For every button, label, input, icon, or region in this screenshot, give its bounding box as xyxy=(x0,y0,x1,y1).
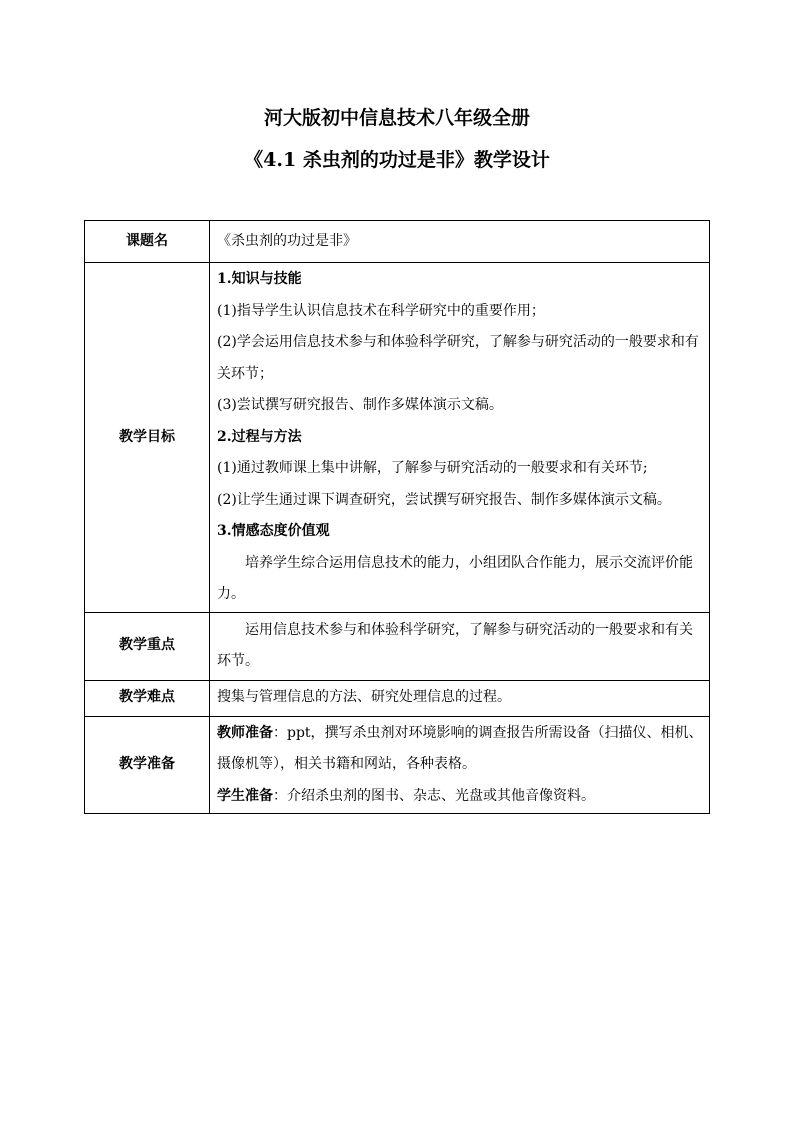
objective-knowledge-item: (1)指导学生认识信息技术在科学研究中的重要作用； xyxy=(217,302,545,319)
table-row-objectives xyxy=(85,263,710,613)
student-preparation xyxy=(217,781,703,813)
difficulties-text: 搜集与管理信息的方法、研究处理信息的过程。 xyxy=(210,680,710,716)
difficulties-label: 教学难点 xyxy=(85,680,210,716)
document-title: 河大版初中信息技术八年级全册 xyxy=(263,107,530,129)
preparation-label: 教学准备 xyxy=(85,716,210,814)
lesson-plan-table xyxy=(84,220,710,814)
key-points-label: 教学重点 xyxy=(85,612,210,680)
objective-knowledge-item: (3)尝试撰写研究报告、制作多媒体演示文稿。 xyxy=(217,397,503,413)
objective-process-item: (2)让学生通过课下调查研究，尝试撰写研究报告、制作多媒体演示文稿。 xyxy=(217,491,671,508)
teacher-preparation-tag: 教师准备 xyxy=(217,724,273,741)
objective-attitude-title: 3.情感态度价值观 xyxy=(217,523,330,539)
objective-process-item: (1)通过教师课上集中讲解，了解参与研究活动的一般要求和有关环节; xyxy=(217,460,648,476)
table-row-topic xyxy=(85,221,710,263)
student-preparation-text: ：介绍杀虫剂的图书、杂志、光盘或其他音像资料。 xyxy=(273,787,595,804)
teacher-preparation-text: ：ppt，撰写杀虫剂对环境影响的调查报告所需设备（扫描仪、相机、摄像机等），相关书籍和网站，各种表格。 xyxy=(217,724,703,772)
key-points-text: 运用信息技术参与和体验科学研究，了解参与研究活动的一般要求和有关环节。 xyxy=(217,621,693,669)
document-subtitle: 《4.1 杀虫剂的功过是非》教学设计 xyxy=(244,149,550,171)
student-preparation-tag: 学生准备 xyxy=(217,787,273,804)
objectives-label: 教学目标 xyxy=(85,263,210,613)
objectives-content xyxy=(210,263,710,613)
table-row-difficulties xyxy=(85,680,710,716)
objective-attitude-text: 培养学生综合运用信息技术的能力，小组团队合作能力，展示交流评价能力。 xyxy=(217,554,693,602)
table-row-key-points xyxy=(85,612,710,680)
key-points-content xyxy=(210,612,710,680)
objective-knowledge-title: 1.知识与技能 xyxy=(217,271,302,287)
preparation-content xyxy=(210,716,710,814)
topic-label: 课题名 xyxy=(85,221,210,263)
objective-process-title: 2.过程与方法 xyxy=(217,428,302,445)
table-row-preparation xyxy=(85,716,710,814)
objective-knowledge-item: (2)学会运用信息技术参与和体验科学研究，了解参与研究活动的一般要求和有关环节； xyxy=(217,334,699,382)
teacher-preparation xyxy=(217,718,703,781)
topic-value: 《杀虫剂的功过是非》 xyxy=(210,221,710,263)
